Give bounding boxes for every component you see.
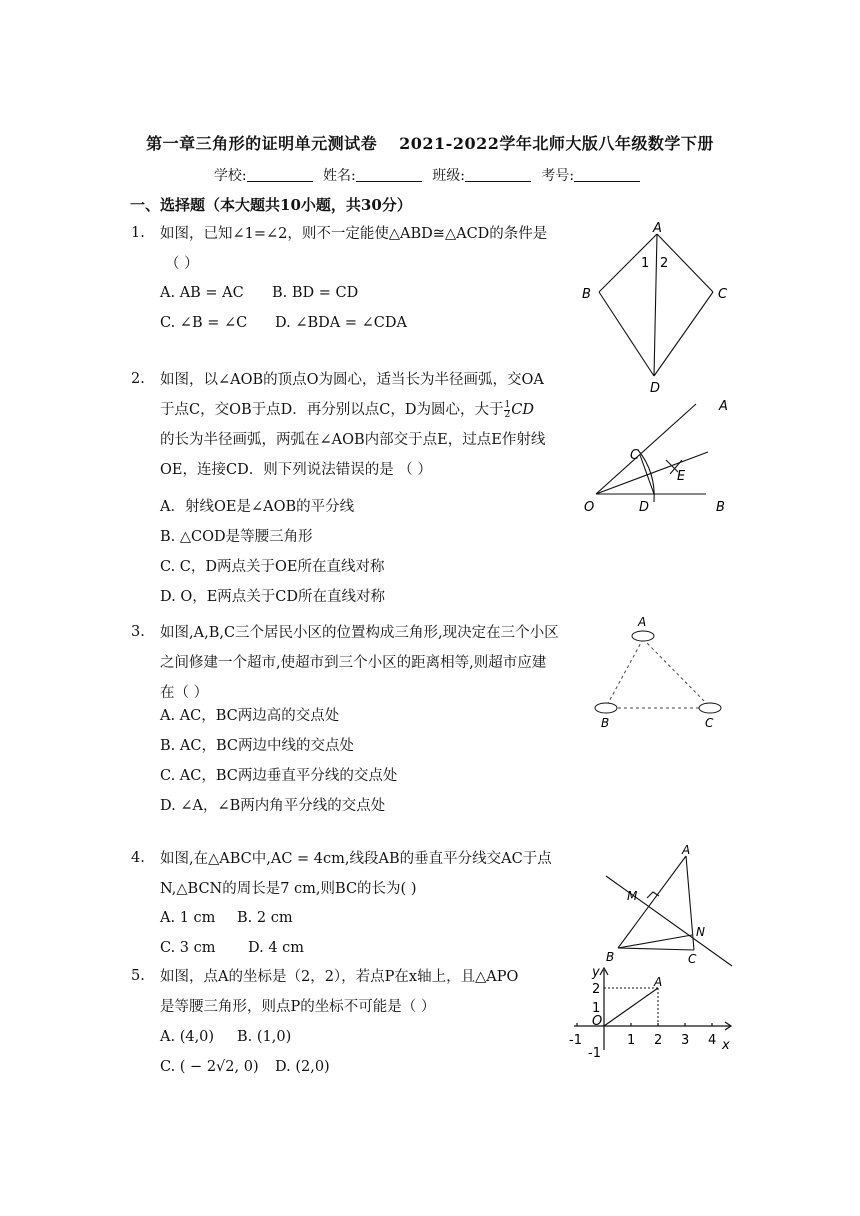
- q5-label-o: O: [592, 1014, 603, 1029]
- q3-community-c: [699, 703, 721, 713]
- q3-community-b: [595, 703, 617, 713]
- title-right: 2021-2022学年北师大版八年级数学下册: [399, 134, 714, 153]
- q1-edge-cd: [654, 292, 713, 376]
- section-title: 一、选择题（本大题共10小题，共30分）: [130, 196, 412, 214]
- q2-stem-line2: [160, 395, 534, 425]
- q2-option-d[interactable]: D. O，E两点关于CD所在直线对称: [160, 589, 386, 605]
- q3-option-c[interactable]: C. AC，BC两边垂直平分线的交点处: [160, 768, 398, 784]
- q4-label-m: M: [627, 889, 638, 903]
- q2-label-o: O: [584, 500, 595, 515]
- school-blank[interactable]: [247, 167, 313, 182]
- q5-segment-oa: [604, 988, 658, 1026]
- q4-option-a[interactable]: A. 1 cm: [160, 910, 216, 926]
- q3-number: 3.: [131, 624, 145, 640]
- q3-triangle-figure: [588, 612, 734, 734]
- q3-edge-ab: [606, 639, 643, 707]
- q4-triangle-figure: [600, 840, 736, 970]
- q5-tick-label-x2: 2: [654, 1033, 663, 1048]
- school-label: 学校:: [213, 168, 247, 184]
- q3-stem-line2: 之间修建一个超市,使超市到三个小区的距离相等,则超市应建: [160, 655, 547, 671]
- q5-option-b[interactable]: B. (1,0): [237, 1029, 292, 1045]
- q4-stem-line2: N,△BCN的周长是7 cm,则BC的长为( ): [160, 881, 417, 897]
- q2-number: 2.: [131, 371, 145, 387]
- q2-stem-line4: OE，连接CD．则下列说法错误的是 （ ）: [160, 462, 432, 478]
- q2-label-d: D: [639, 500, 650, 515]
- q1-number: 1.: [131, 225, 145, 241]
- q2-label-c: C: [630, 448, 640, 463]
- student-info-row: [0, 165, 860, 185]
- q5-label-a: A: [654, 975, 663, 989]
- q1-edge-bd: [599, 292, 654, 376]
- q2-option-c[interactable]: C. C，D两点关于OE所在直线对称: [160, 559, 385, 575]
- q1-edge-ad: [654, 234, 657, 376]
- q4-label-a: A: [682, 843, 691, 857]
- exam-no-label: 考号:: [541, 168, 575, 184]
- q3-label-a: A: [638, 615, 647, 629]
- q2-stem-line1: 如图，以∠AOB的顶点O为圆心，适当长为半径画弧，交OA: [160, 372, 544, 388]
- q1-option-c[interactable]: C. ∠B = ∠C: [160, 315, 248, 331]
- q5-number: 5.: [131, 968, 145, 984]
- name-blank[interactable]: [356, 167, 422, 182]
- q2-segment-cd: [640, 455, 654, 494]
- q2-half-fraction: $\frac{1}{2}$: [504, 399, 511, 420]
- page-title: [0, 131, 860, 154]
- q4-number: 4.: [131, 850, 145, 866]
- q5-tick-label-y-neg1: -1: [588, 1046, 601, 1061]
- q4-stem-line1: 如图,在△ABC中,AC = 4cm,线段AB的垂直平分线交AC于点: [160, 851, 552, 867]
- q1-label-d: D: [650, 381, 661, 396]
- q5-tick-label-x-neg1: -1: [569, 1033, 582, 1048]
- q1-label-angle1: 1: [641, 256, 650, 271]
- class-label: 班级:: [432, 168, 465, 184]
- q3-label-c: C: [705, 716, 714, 730]
- q2-label-a: A: [719, 399, 728, 414]
- q3-option-a[interactable]: A. AC，BC两边高的交点处: [160, 708, 340, 724]
- class-blank[interactable]: [465, 167, 531, 182]
- q2-angle-bisector-figure: [578, 390, 738, 520]
- title-left: 第一章三角形的证明单元测试卷: [146, 134, 378, 153]
- q3-label-b: B: [601, 716, 610, 730]
- q2-stem-line3: 的长为半径画弧，两弧在∠AOB内部交于点E，过点E作射线: [160, 432, 546, 448]
- q1-option-a[interactable]: A. AB = AC: [160, 285, 244, 301]
- q3-option-b[interactable]: B. AC，BC两边中线的交点处: [160, 738, 354, 754]
- q1-option-d[interactable]: D. ∠BDA = ∠CDA: [275, 315, 407, 331]
- q1-option-b[interactable]: B. BD = CD: [272, 285, 359, 301]
- q4-edge-bc: [618, 948, 694, 950]
- q5-coordinate-figure: [560, 962, 740, 1062]
- q5-label-x: x: [722, 1038, 730, 1053]
- q5-label-y: y: [592, 965, 600, 980]
- q2-label-e: E: [677, 469, 686, 484]
- q4-option-d[interactable]: D. 4 cm: [248, 940, 305, 956]
- q5-tick-label-x3: 3: [681, 1033, 690, 1048]
- q2-option-b[interactable]: B. △COD是等腰三角形: [160, 529, 313, 545]
- q2-label-b: B: [716, 500, 725, 515]
- q3-stem-line3: 在（ ）: [160, 685, 209, 701]
- q3-community-a: [632, 631, 654, 641]
- q5-stem-line1: 如图，点A的坐标是（2，2），若点P在x轴上，且△APO: [160, 969, 519, 985]
- q4-label-c: C: [688, 952, 697, 966]
- q4-label-b: B: [606, 950, 615, 964]
- q4-perpendicular-bisector: [606, 876, 732, 966]
- q5-stem-line2: 是等腰三角形，则点P的坐标不可能是（ ）: [160, 999, 436, 1015]
- q1-stem-line2: （ ）: [165, 256, 199, 272]
- name-label: 姓名:: [323, 168, 356, 184]
- q3-stem-line1: 如图,A,B,C三个居民小区的位置构成三角形,现决定在三个小区: [160, 625, 559, 641]
- q2-option-a[interactable]: A．射线OE是∠AOB的平分线: [160, 499, 355, 515]
- q1-label-b: B: [582, 287, 591, 302]
- q5-tick-label-y2: 2: [592, 982, 601, 997]
- q1-label-c: C: [718, 287, 728, 302]
- q2-stem-line2b: CD: [511, 402, 534, 418]
- q5-option-d[interactable]: D. (2,0): [275, 1059, 330, 1075]
- exam-no-blank[interactable]: [574, 167, 640, 182]
- q5-tick-label-y1: 1: [592, 1001, 601, 1016]
- q3-edge-ac: [643, 639, 710, 707]
- q4-option-b[interactable]: B. 2 cm: [237, 910, 293, 926]
- q5-tick-label-x1: 1: [627, 1033, 636, 1048]
- q4-option-c[interactable]: C. 3 cm: [160, 940, 216, 956]
- q1-stem-line1: 如图，已知∠1=∠2，则不一定能使△ABD≅△ACD的条件是: [160, 226, 548, 242]
- q1-kite-figure: [572, 220, 742, 396]
- q1-label-a: A: [653, 221, 662, 236]
- q4-label-n: N: [696, 925, 705, 939]
- q5-tick-label-x4: 4: [708, 1033, 717, 1048]
- q5-option-a[interactable]: A. (4,0): [160, 1029, 215, 1045]
- q4-right-angle-mark: [647, 892, 659, 898]
- q1-label-angle2: 2: [660, 256, 669, 271]
- q4-segment-bn: [618, 935, 692, 948]
- q3-option-d[interactable]: D. ∠A，∠B两内角平分线的交点处: [160, 798, 386, 814]
- q5-option-c[interactable]: C. ( − 2√2, 0): [160, 1059, 259, 1075]
- q2-stem-line2a: 于点C，交OB于点D．再分别以点C，D为圆心，大于: [160, 402, 504, 418]
